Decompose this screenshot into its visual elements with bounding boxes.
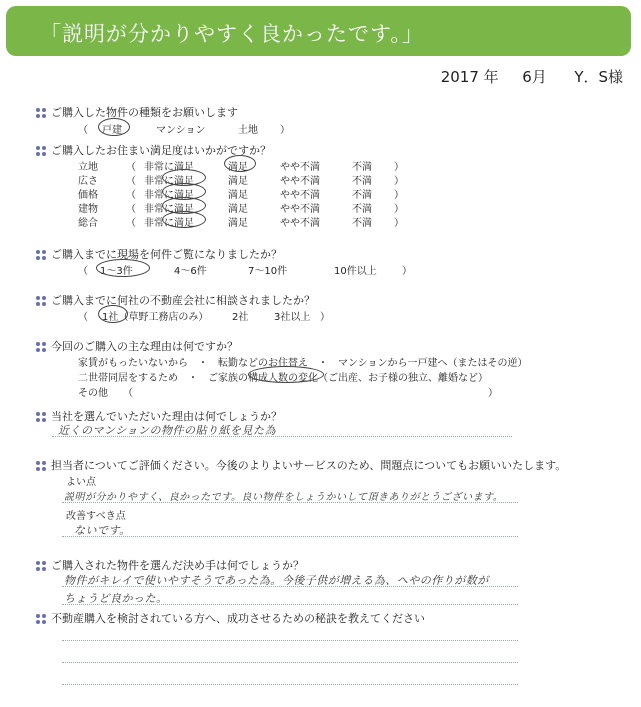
title-banner — [6, 6, 631, 56]
answer-circle — [162, 211, 206, 228]
bullet-icon — [36, 296, 49, 307]
answer-line — [62, 640, 518, 641]
page-title: 「説明が分かりやすく良かったです。」 — [40, 22, 424, 46]
q7-good-label: よい点 — [66, 477, 96, 488]
q3-option-1: 1～3件 — [100, 266, 133, 277]
bullet-icon — [36, 461, 49, 472]
q5-line-3-close: ） — [488, 388, 498, 399]
q1-option-house: 戸建 — [102, 125, 122, 136]
bullet-icon — [36, 412, 49, 423]
q4-open: （ — [78, 312, 88, 323]
bullet-icon — [36, 146, 49, 157]
answer-circle — [224, 155, 256, 172]
answer-line — [62, 586, 518, 587]
q7-good-answer: 説明が分かりやすく、良かったです。良い物件をしょうかいして頂きありがとうございます。 — [64, 492, 504, 503]
customer-name: Y．S様 — [574, 68, 623, 86]
answer-line — [52, 436, 512, 437]
q4-close: ） — [320, 312, 330, 323]
question-7: 担当者についてご評価ください。今後のよりよいサービスのため、問題点についてもお願いいたします。 — [36, 457, 566, 473]
q4-option-1: 1社（草野工務店のみ） — [102, 312, 209, 323]
q4-option-2: 2社 — [232, 312, 249, 323]
question-3: ご購入までに現場を何件ご覧になりましたか？ — [36, 246, 282, 262]
bullet-icon — [36, 250, 49, 261]
answer-circle — [98, 118, 130, 136]
q3-open: （ — [78, 266, 88, 277]
q8-answer-1: 物件がキレイで使いやすそうであった為。今後子供が増える為、へやの作りが数が — [64, 574, 489, 587]
bullet-icon — [36, 342, 49, 353]
question-8: ご購入された物件を選んだ決め手は何でしょうか？ — [36, 557, 304, 573]
q4-option-3: 3社以上 — [274, 312, 311, 323]
q1-option-land: 土地 — [238, 125, 258, 136]
q5-line-3: その他 （ — [78, 388, 133, 399]
q3-option-3: 7～10件 — [248, 266, 288, 277]
question-2: ご購入したお住まい満足度はいかがですか？ — [36, 142, 271, 158]
q7-improve-answer: ないです。 — [74, 524, 131, 537]
question-9: 不動産購入を検討されている方へ、成功させるための秘訣を教えてください — [36, 610, 425, 626]
q5-line-2: 二世帯同居をするため ・ ご家族の構成人数の変化（ご出産、お子様の独立、離婚など） — [78, 373, 488, 384]
survey-sheet: ご購入した物件の種類をお願いします （ 戸建 マンション 土地 ） ご購入したお住まい満足度はいかがですか？ 立地 （ 非常に満足 満足 やや不満 不満 ） 広さ （ 非常に満足 満足 やや不満 不満 ） 価格 （ 非常に満足 満足 やや不満 不満 ） 建物 （ 非常に満足 満足 やや不満 不満 ） 総合 （ 非常に満足 満足 やや不満 不満 ） ご購入までに現場を何件ご覧になりましたか？ （ 1～3件 4～6件 7～10件 10件以上 ） ご購入までに何社の不動産会社に相談されましたか？ （ 1社（草野工務店のみ） 2社 3社以上 ） 今回のご購入の主な理由は何ですか？ 家賃がもったいないから ・ 転勤などのお住替え ・ マンションから一戸建へ（またはその逆） 二世帯同居をするため ・ ご家族の構成人数の変化（ご出産、お子様の独立、離婚など） その他 （ ） 当社を選んでいただいた理由は何でしょうか？ 近くのマンションの物件の貼り紙を見た為 担当者についてご評価ください。今後のよりよいサービスのため、問題点についてもお願いいたします。 よい点 説明が分かりやすく、良かったです。良い物件をしょうかいして頂きありがとうございます。 改善すべき点 ないです。 ご購入された物件を選んだ決め手は何でしょうか？ 物件がキレイで使いやすそうであった為。今後子供が増える為、へやの作りが数が ちょうど良かった。 不動産購入を検討されている方へ、成功させるための秘訣を教えてください — [22, 96, 622, 701]
signature-line — [441, 66, 623, 87]
question-6: 当社を選んでいただいた理由は何でしょうか？ — [36, 408, 282, 424]
q1-close: ） — [280, 125, 290, 136]
question-5: 今回のご購入の主な理由は何ですか？ — [36, 338, 238, 354]
bullet-icon — [36, 108, 49, 119]
bullet-icon — [36, 614, 49, 625]
q3-option-2: 4～6件 — [174, 266, 207, 277]
answer-line — [62, 604, 518, 605]
q6-answer: 近くのマンションの物件の貼り紙を見た為 — [58, 424, 277, 437]
q5-line-1: 家賃がもったいないから ・ 転勤などのお住替え ・ マンションから一戸建へ（またはその逆） — [78, 358, 528, 369]
q1-open: （ — [78, 125, 88, 136]
question-4: ご購入までに何社の不動産会社に相談されましたか？ — [36, 292, 315, 308]
month: 6月 — [522, 68, 547, 86]
answer-line — [62, 536, 518, 537]
q3-option-4: 10件以上 — [334, 266, 377, 277]
bullet-icon — [36, 561, 49, 572]
answer-circle — [96, 259, 150, 277]
answer-circle — [98, 305, 128, 323]
answer-line — [62, 662, 518, 663]
q8-answer-2: ちょうど良かった。 — [64, 592, 168, 605]
question-1: ご購入した物件の種類をお願いします — [36, 104, 238, 120]
q3-close: ） — [402, 266, 412, 277]
q1-option-mansion: マンション — [156, 125, 206, 136]
answer-circle — [248, 366, 324, 383]
answer-line — [62, 684, 518, 685]
year: 2017 年 — [440, 68, 499, 86]
q7-improve-label: 改善すべき点 — [66, 511, 126, 522]
answer-line — [62, 502, 518, 503]
